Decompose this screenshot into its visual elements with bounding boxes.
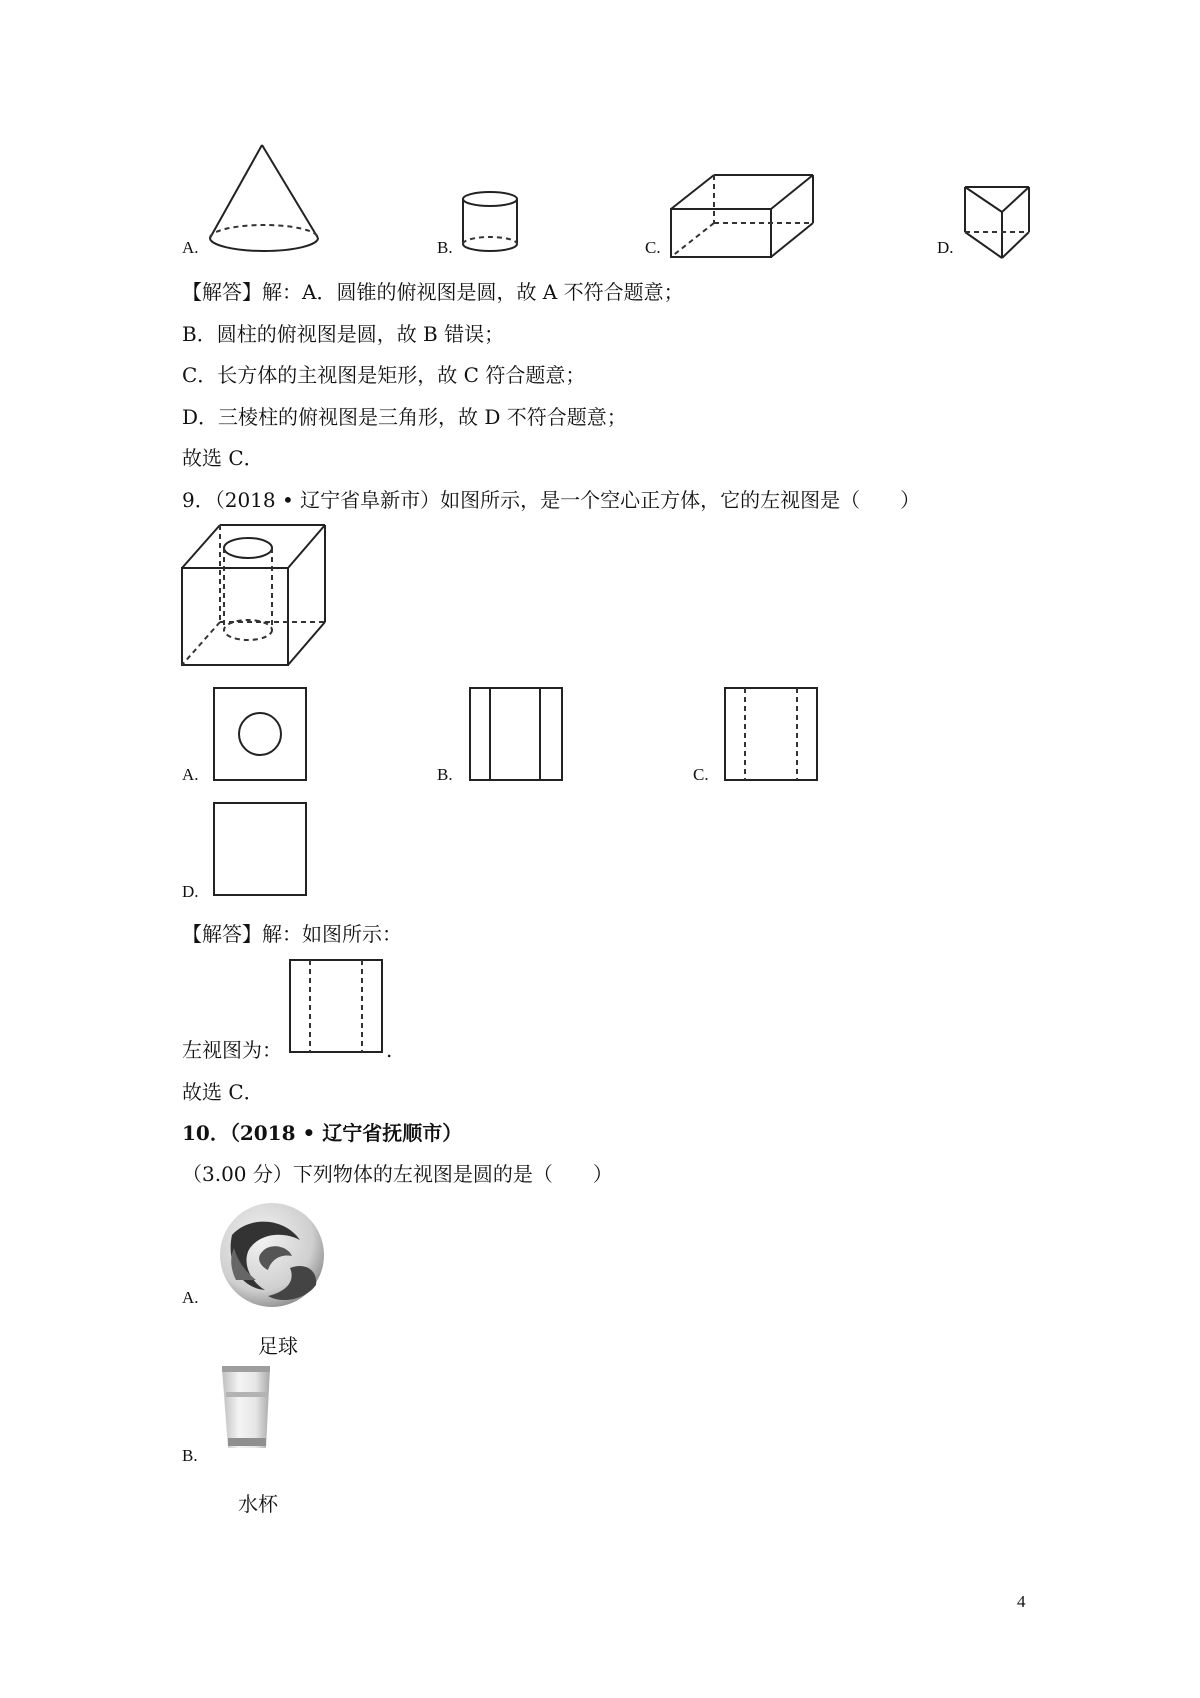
q9-conclusion: 故选 C． [182, 1080, 264, 1104]
solution-line: 故选 C． [182, 446, 264, 470]
option-label: B. [182, 1446, 198, 1465]
option-caption: 水杯 [238, 1492, 278, 1516]
option-label: B. [437, 765, 453, 784]
option-label: D. [182, 882, 199, 901]
left-view-label: 左视图为： [182, 1038, 282, 1062]
water-cup-image [0, 0, 1, 1]
q10-source: 10．（2018 • 辽宁省抚顺市） [182, 1121, 463, 1145]
option-label: A. [182, 1288, 199, 1307]
solution-line: B．圆柱的俯视图是圆，故 B 错误； [182, 322, 505, 346]
option-label: A. [182, 238, 199, 257]
option-label: B. [437, 238, 453, 257]
solution-line: 【解答】解：A．圆锥的俯视图是圆，故 A 不符合题意； [182, 280, 684, 304]
option-label: C. [645, 238, 661, 257]
q9-solution-intro: 【解答】解：如图所示： [182, 922, 402, 946]
option-caption: 足球 [258, 1334, 298, 1358]
solution-line: C．长方体的主视图是矩形，故 C 符合题意； [182, 363, 586, 387]
option-label: A. [182, 765, 199, 784]
option-label: C. [693, 765, 709, 784]
q10-stem: （3.00 分）下列物体的左视图是圆的是（ ） [182, 1162, 613, 1186]
q9-stem: 9．（2018 • 辽宁省阜新市）如图所示，是一个空心正方体，它的左视图是（ ） [182, 488, 921, 512]
period: . [386, 1038, 393, 1062]
page-number: 4 [1017, 1592, 1026, 1611]
solution-line: D．三棱柱的俯视图是三角形，故 D 不符合题意； [182, 405, 627, 429]
option-label: D. [937, 238, 954, 257]
